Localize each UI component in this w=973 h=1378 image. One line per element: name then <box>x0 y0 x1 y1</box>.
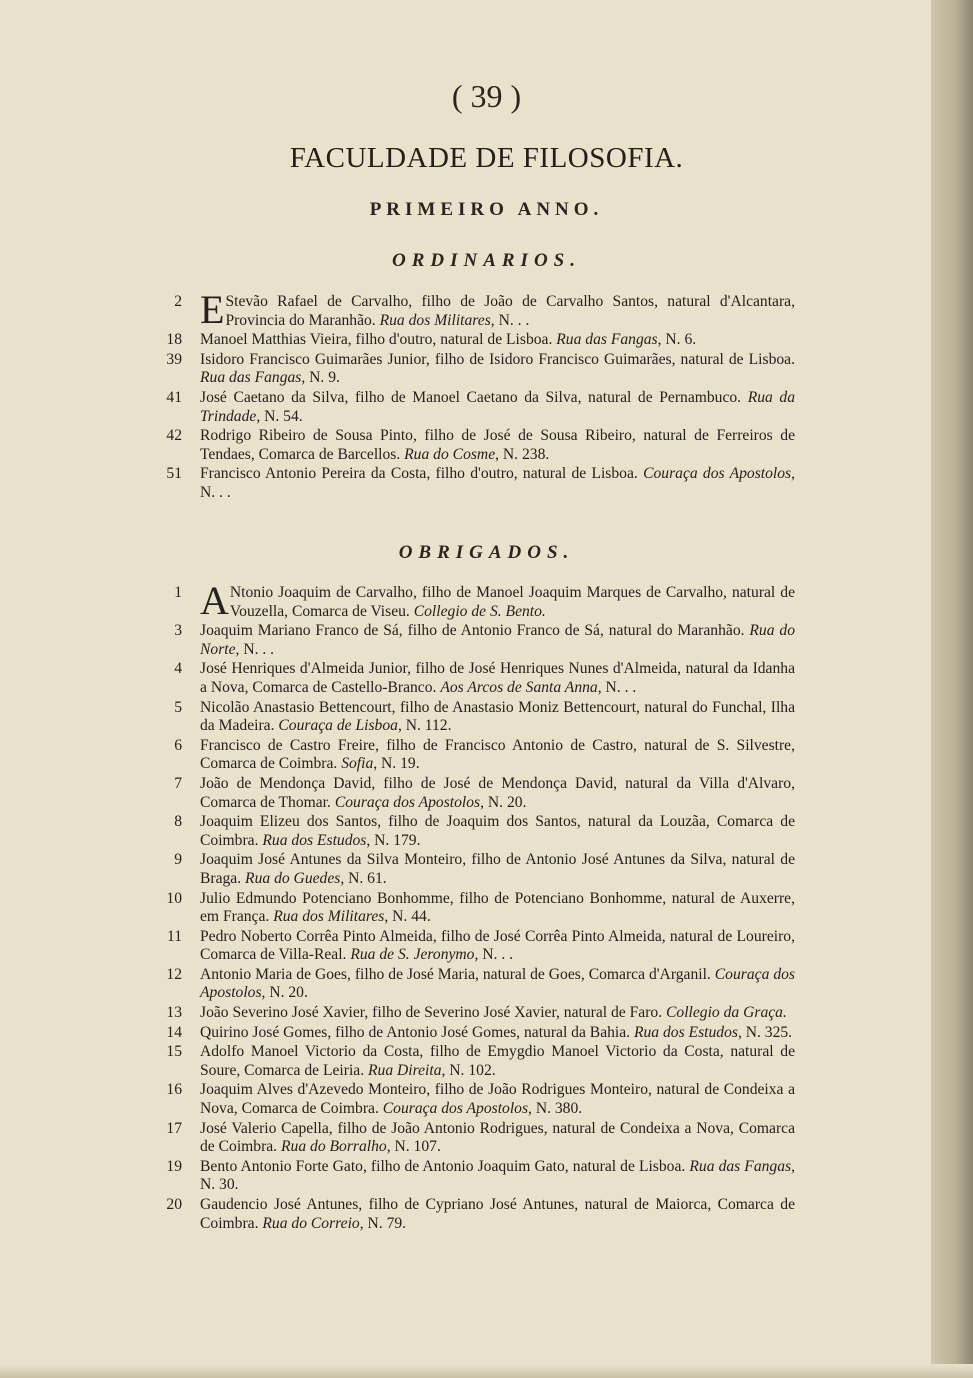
entry-house-number: , N. 9. <box>301 369 340 387</box>
entry-address: Rua do Correio <box>262 1214 360 1232</box>
entry-text <box>200 737 795 774</box>
entry-description: Joaquim Elizeu dos Santos, filho de Joaquim dos Santos, natural da Louzãa, Comarca de Coimbra. <box>200 813 795 849</box>
list-item <box>150 389 795 426</box>
entry-number: 39 <box>166 350 182 368</box>
entry-text <box>200 851 795 888</box>
entry-house-number: , N. 79. <box>359 1214 407 1232</box>
list-item <box>150 351 795 388</box>
year-heading: PRIMEIRO ANNO. <box>369 199 604 220</box>
entry-address: Rua dos Estudos <box>633 1023 738 1041</box>
drop-cap: A <box>200 578 229 623</box>
entry-text <box>200 465 795 502</box>
entry-number: 5 <box>174 698 182 716</box>
entry-description: João Severino José Xavier, filho de Severino José Xavier, natural de Faro. <box>200 1004 663 1022</box>
entry-text <box>200 1081 795 1118</box>
entry-house-number: , N. 44. <box>384 908 431 926</box>
entry-text <box>200 813 795 850</box>
entry-house-number: , N. 61. <box>340 869 387 887</box>
list-item <box>150 966 795 1003</box>
entry-number: 16 <box>166 1081 182 1099</box>
entry-text <box>200 966 795 1003</box>
entry-house-number: , N. 107. <box>386 1138 441 1156</box>
entry-text <box>200 1043 795 1080</box>
entry-number: 2 <box>174 293 182 310</box>
entry-house-number: , N. 6. <box>657 331 697 349</box>
list-item <box>150 890 795 927</box>
entry-description: Nicolão Anastasio Bettencourt, filho de Anastasio Moniz Bettencourt, natural do Funchal, Ilha da Madeira. <box>200 698 795 735</box>
entry-address: Rua Direita <box>368 1061 442 1079</box>
list-item <box>150 851 795 888</box>
section-heading-ordinarios: ORDINARIOS. <box>391 250 581 271</box>
list-item <box>150 1043 795 1080</box>
page-number: ( 39 ) <box>451 78 522 114</box>
entry-number: 42 <box>166 427 182 445</box>
entry-text <box>200 928 795 965</box>
entry-number: 3 <box>174 622 182 640</box>
list-item <box>150 427 795 464</box>
entry-address: Rua de S. Jeronymo <box>350 946 475 964</box>
page-bottom-edge <box>0 1364 973 1378</box>
entry-house-number: , N. 54. <box>256 407 303 425</box>
entry-address: Rua do Guedes <box>245 869 341 887</box>
entry-number: 14 <box>166 1023 182 1041</box>
list-item <box>150 1120 795 1157</box>
entry-number: 18 <box>166 331 182 349</box>
list-item <box>150 813 795 850</box>
entry-house-number: , N. . . <box>490 311 530 329</box>
entry-house-number: , N. 238. <box>495 445 550 463</box>
entry-address: Couraça de Lisboa <box>278 717 398 735</box>
entry-text <box>200 389 795 426</box>
entry-description: Rodrigo Ribeiro de Sousa Pinto, filho de José de Sousa Ribeiro, natural de Ferreiros de Tendaes, Comarca de Barcellos. <box>200 427 795 463</box>
entry-description: José Caetano da Silva, filho de Manoel Caetano da Silva, natural de Pernambuco. <box>200 388 742 406</box>
entry-text <box>200 331 795 350</box>
entry-description: Pedro Noberto Corrêa Pinto Almeida, filho de José Corrêa Pinto Almeida, natural de Loureiro, Comarca de Villa-Real. <box>200 927 795 964</box>
entry-house-number: , N. 325. <box>737 1023 793 1041</box>
entry-number: 13 <box>166 1004 182 1022</box>
entry-list-obrigados <box>150 578 795 1234</box>
list-item <box>150 1081 795 1118</box>
entry-number: 19 <box>166 1157 182 1175</box>
entry-address: Rua das Fangas <box>689 1157 792 1175</box>
entry-house-number: , N. . . <box>474 946 514 964</box>
entry-description: Gaudencio José Antunes, filho de Cypriano José Antunes, natural de Maiorca, Comarca de Coimbra. <box>200 1196 795 1232</box>
entry-text <box>200 1024 795 1043</box>
entry-number: 7 <box>174 774 182 792</box>
entry-description: João de Mendonça David, filho de José de Mendonça David, natural da Villa d'Alvaro, Comarca de Thomar. <box>200 774 795 811</box>
entry-number: 51 <box>166 465 182 483</box>
entry-text <box>200 890 795 927</box>
section-heading-obrigados: OBRIGADOS. <box>398 542 575 563</box>
entry-description: Julio Edmundo Potenciano Bonhomme, filho de Potenciano Bonhomme, natural de Auxerre, em França. <box>200 889 795 926</box>
entry-number: 20 <box>166 1196 182 1213</box>
list-item <box>150 660 795 697</box>
entry-text <box>200 1004 795 1023</box>
entry-description: Quirino José Gomes, filho de Antonio José Gomes, natural da Bahia. <box>200 1023 631 1041</box>
entry-text <box>200 427 795 464</box>
entry-house-number: , N. 30. <box>200 1157 795 1194</box>
entry-address: Rua do Cosme <box>404 445 496 463</box>
entry-description: Francisco de Castro Freire, filho de Francisco Antonio de Castro, natural de S. Silvestre, Comarca de Coimbra. <box>200 736 795 773</box>
entry-description: José Henriques d'Almeida Junior, filho de José Henriques Nunes d'Almeida, natural da Idanha a Nova, Comarca de Castello-Branco. <box>200 660 795 696</box>
entry-number: 4 <box>174 660 182 678</box>
list-item <box>150 1024 795 1043</box>
entry-address: Rua dos Militares <box>273 908 385 926</box>
entry-house-number: , N. . . <box>200 465 795 501</box>
entry-house-number: , N. . . <box>235 640 275 658</box>
entry-text <box>200 578 795 623</box>
list-item <box>150 928 795 965</box>
entry-house-number: , N. 20. <box>261 984 308 1002</box>
list-item <box>150 287 795 332</box>
entry-description: Joaquim Mariano Franco de Sá, filho de Antonio Franco de Sá, natural do Maranhão. <box>200 622 745 640</box>
list-item <box>150 578 795 623</box>
entry-address: Rua do Norte <box>200 622 795 658</box>
entry-text <box>200 351 795 388</box>
page-title: FACULDADE DE FILOSOFIA. <box>289 142 684 174</box>
list-item <box>150 775 795 812</box>
entry-description: Francisco Antonio Pereira da Costa, filho d'outro, natural de Lisboa. <box>200 465 638 483</box>
list-item <box>150 699 795 736</box>
list-item <box>150 737 795 774</box>
entry-number: 1 <box>174 584 182 601</box>
entry-address: Couraça dos Apostolos <box>643 465 792 483</box>
entry-house-number: , N. 19. <box>373 755 420 773</box>
entry-address: Couraça dos Apostolos <box>200 965 795 1002</box>
entry-address: Rua das Fangas <box>200 369 302 387</box>
list-item <box>150 1196 795 1233</box>
entry-house-number: , N. . . <box>597 678 637 696</box>
entry-house-number: , N. 380. <box>528 1100 583 1118</box>
entry-number: 17 <box>166 1119 182 1137</box>
entry-description: Joaquim Alves d'Azevedo Monteiro, filho de João Rodrigues Monteiro, natural de Condeixa a Nova, Comarca de Coimbra. <box>200 1081 795 1118</box>
entry-house-number: , N. 112. <box>397 717 452 735</box>
entry-number: 12 <box>166 965 182 983</box>
entry-house-number: , N. 20. <box>480 793 527 811</box>
entry-text <box>200 775 795 812</box>
entry-list-ordinarios <box>150 287 795 504</box>
list-item <box>150 1158 795 1195</box>
entry-address: Couraça dos Apostolos <box>334 793 481 811</box>
entry-description: Stevão Rafael de Carvalho, filho de João de Carvalho Santos, natural d'Alcantara, Provincia do Maranhão. <box>225 293 795 329</box>
list-item <box>150 331 795 350</box>
entry-address: Collegio da Graça. <box>666 1004 787 1022</box>
entry-description: Antonio Maria de Goes, filho de José Maria, natural de Goes, Comarca d'Arganil. <box>200 965 711 983</box>
entry-address: Couraça dos Apostolos <box>382 1100 529 1118</box>
entry-number: 11 <box>166 927 182 945</box>
entry-description: Bento Antonio Forte Gato, filho de Antonio Joaquim Gato, natural de Lisboa. <box>200 1157 686 1175</box>
entry-text <box>200 660 795 697</box>
entry-description: Adolfo Manoel Victorio da Costa, filho de Emygdio Manoel Victorio da Costa, natural de Soure, Comarca de Leiria. <box>200 1043 795 1079</box>
entry-description: Isidoro Francisco Guimarães Junior, filho de Isidoro Francisco Guimarães, natural de Lisboa. <box>200 350 795 368</box>
entry-description: Joaquim José Antunes da Silva Monteiro, filho de Antonio José Antunes da Silva, natural de Braga. <box>200 851 795 887</box>
entry-number: 15 <box>166 1043 182 1061</box>
entry-text <box>200 1120 795 1157</box>
entry-address: Rua dos Militares <box>379 311 491 329</box>
entry-house-number: , N. 179. <box>366 831 421 849</box>
entry-text <box>200 287 795 332</box>
entry-address: Rua das Fangas <box>556 331 658 349</box>
entry-address: Rua dos Estudos <box>262 831 367 849</box>
entry-text <box>200 699 795 736</box>
entry-address: Sofia <box>341 755 374 773</box>
entry-description: Ntonio Joaquim de Carvalho, filho de Manoel Joaquim Marques de Carvalho, natural de Vouzella, Comarca de Viseu. <box>229 584 795 620</box>
entry-text <box>200 1196 795 1233</box>
drop-cap: E <box>200 287 225 332</box>
list-item <box>150 1004 795 1023</box>
entry-address: Aos Arcos de Santa Anna <box>440 678 598 696</box>
entry-address: Collegio de S. Bento. <box>413 602 546 620</box>
list-item <box>150 465 795 502</box>
entry-number: 9 <box>174 851 182 869</box>
entry-address: Rua do Borralho <box>281 1138 387 1156</box>
entry-text <box>200 1158 795 1195</box>
entry-number: 8 <box>174 813 182 831</box>
list-item <box>150 622 795 659</box>
entry-description: Manoel Matthias Vieira, filho d'outro, natural de Lisboa. <box>200 331 553 349</box>
entry-number: 41 <box>166 388 182 406</box>
entry-text <box>200 622 795 659</box>
entry-description: José Valerio Capella, filho de João Antonio Rodrigues, natural de Condeixa a Nova, Comarca de Coimbra. <box>200 1119 795 1156</box>
entry-number: 10 <box>166 889 182 907</box>
entry-address: Rua da Trindade <box>200 388 795 425</box>
entry-number: 6 <box>174 736 182 754</box>
entry-house-number: , N. 102. <box>441 1061 496 1079</box>
